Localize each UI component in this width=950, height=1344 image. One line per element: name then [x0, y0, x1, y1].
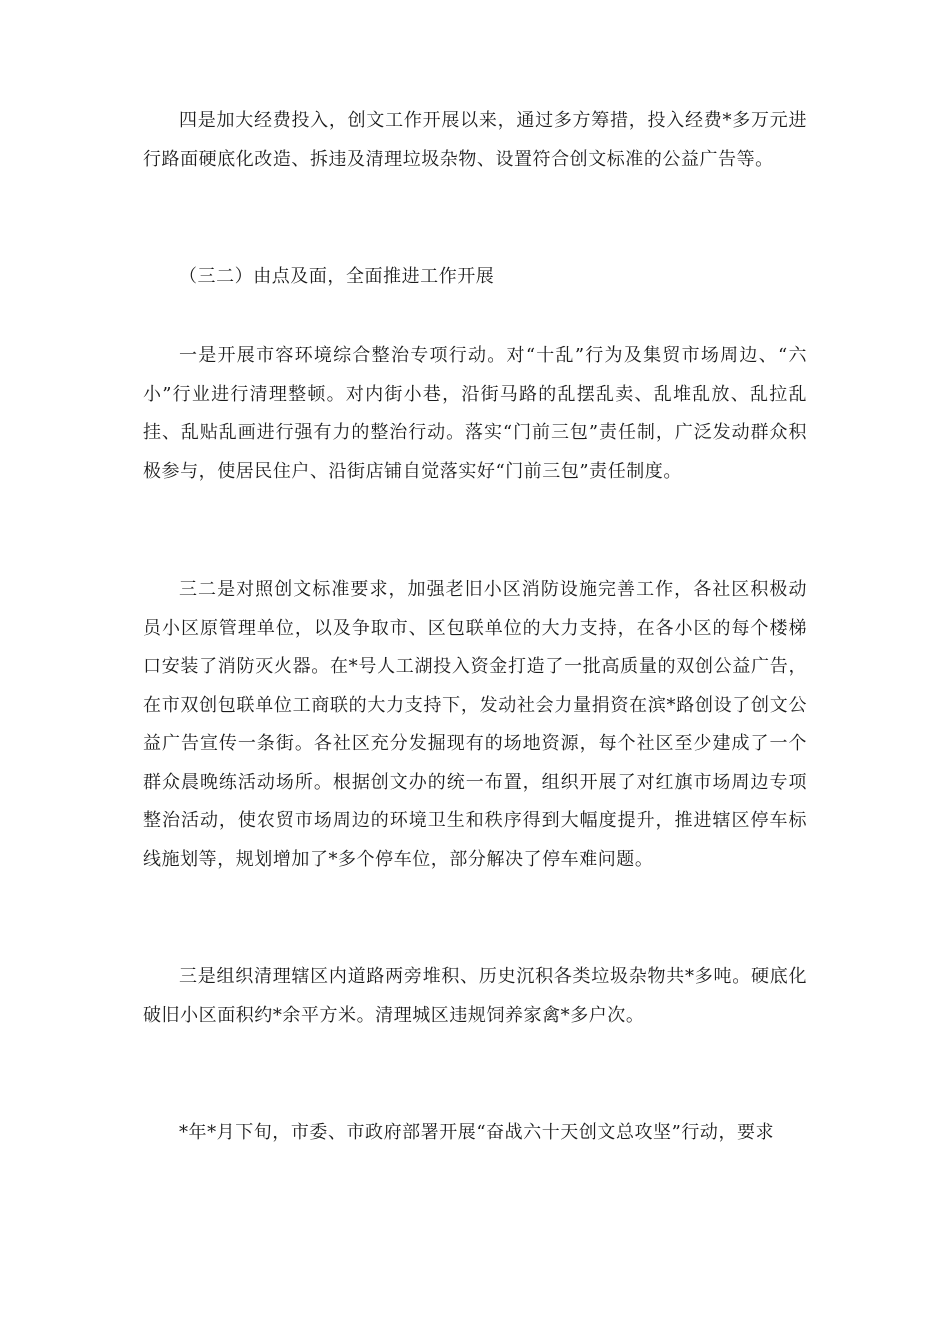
- paragraph-funding-investment: 四是加大经费投入，创文工作开展以来，通过多方筹措，投入经费*多万元进行路面硬底化改造、拆违及清理垃圾杂物、设置符合创文标准的公益广告等。: [143, 110, 807, 170]
- paragraph-fire-safety-and-public-ads: 三二是对照创文标准要求，加强老旧小区消防设施完善工作，各社区积极动员小区原管理单位，以及争取市、区包联单位的大力支持，在各小区的每个楼梯口安装了消防灭火器。在*号人工湖投入资金打造了一批高质量的双创公益广告，在市双创包联单位工商联的大力支持下，发动社会力量捐资在滨*路创设了创文公益广告宣传一条街。各社区充分发掘现有的场地资源，每个社区至少建成了一个群众晨晚练活动场所。根据创文办的统一布置，组织开展了对红旗市场周边专项整治活动，使农贸市场周边的环境卫生和秩序得到大幅度提升，推进辖区停车标线施划等，规划增加了*多个停车位，部分解决了停车难问题。: [143, 579, 807, 870]
- paragraph-sixty-day-campaign: *年*月下旬，市委、市政府部署开展“奋战六十天创文总攻坚”行动，要求: [179, 1122, 775, 1143]
- paragraph-city-environment-campaign: 一是开展市容环境综合整治专项行动。对“十乱”行为及集贸市场周边、“六小”行业进行清理整顿。对内街小巷，沿街马路的乱摆乱卖、乱堆乱放、乱拉乱挂、乱贴乱画进行强有力的整治行动。落实“门前三包”责任制，广泛发动群众积极参与，使居民住户、沿街店铺自觉落实好“门前三包”责任制度。: [143, 345, 807, 482]
- section-heading-point-to-area: （三二）由点及面，全面推进工作开展: [179, 266, 495, 287]
- paragraph-garbage-cleanup: 三是组织清理辖区内道路两旁堆积、历史沉积各类垃圾杂物共*多吨。硬底化破旧小区面积约*余平方米。清理城区违规饲养家禽*多户次。: [143, 966, 807, 1026]
